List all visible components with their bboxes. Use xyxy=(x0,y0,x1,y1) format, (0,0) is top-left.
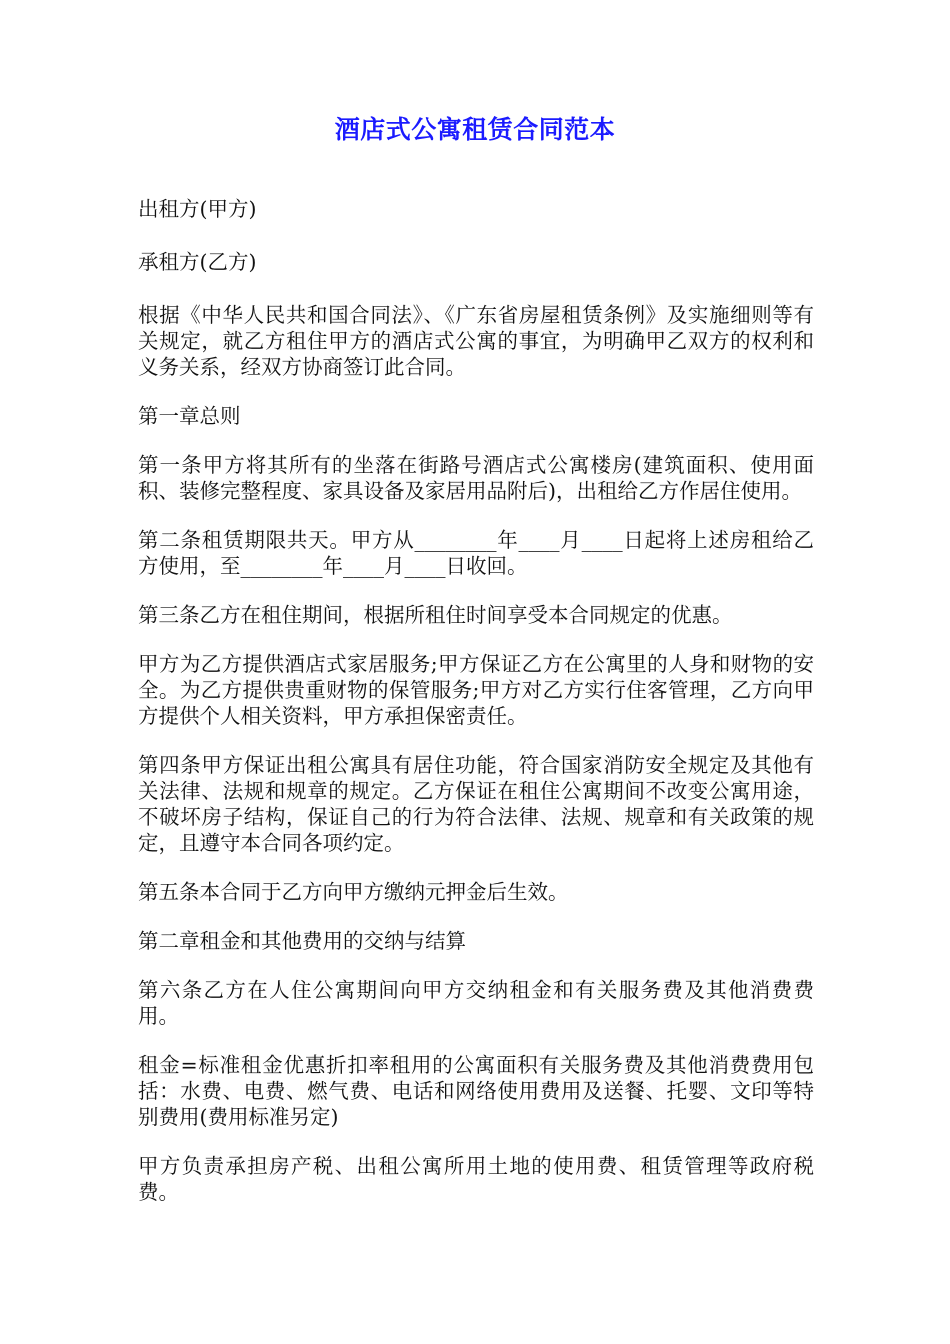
chapter-heading-2: 第二章租金和其他费用的交纳与结算 xyxy=(138,929,466,953)
paragraph-article-4: 第四条甲方保证出租公寓具有居住功能，符合国家消防安全规定及其他有关法律、法规和规章的规定。乙方保证在租住公寓期间不改变公寓用途，不破坏房子结构，保证自己的行为符合法律、法规、规章和有关政策的规定，且遵守本合同各项约定。 xyxy=(138,753,814,855)
document-body xyxy=(138,196,814,1228)
paragraph-services: 甲方为乙方提供酒店式家居服务;甲方保证乙方在公寓里的人身和财物的安全。为乙方提供贵重财物的保管服务;甲方对乙方实行住客管理，乙方向甲方提供个人相关资料，甲方承担保密责任。 xyxy=(138,652,814,728)
paragraph-article-6: 第六条乙方在人住公寓期间向甲方交纳租金和有关服务费及其他消费费用。 xyxy=(138,978,814,1028)
paragraph-taxes: 甲方负责承担房产税、出租公寓所用土地的使用费、租赁管理等政府税费。 xyxy=(138,1154,814,1204)
paragraph-lessor: 出租方(甲方) xyxy=(138,197,257,221)
paragraph-article-1: 第一条甲方将其所有的坐落在街路号酒店式公寓楼房(建筑面积、使用面积、装修完整程度、家具设备及家居用品附后)，出租给乙方作居住使用。 xyxy=(138,453,814,503)
paragraph-preamble: 根据《中华人民共和国合同法》、《广东省房屋租赁条例》及实施细则等有关规定，就乙方租住甲方的酒店式公寓的事宜，为明确甲乙双方的权利和义务关系，经双方协商签订此合同。 xyxy=(138,303,814,379)
paragraph-article-2: 第二条租赁期限共天。甲方从________年____月____日起将上述房租给乙方使用，至________年____月____日收回。 xyxy=(138,528,814,578)
chapter-heading-1: 第一章总则 xyxy=(138,404,241,428)
paragraph-article-5: 第五条本合同于乙方向甲方缴纳元押金后生效。 xyxy=(138,880,569,904)
paragraph-article-3: 第三条乙方在租住期间，根据所租住时间享受本合同规定的优惠。 xyxy=(138,603,733,627)
document-title: 酒店式公寓租赁合同范本 xyxy=(334,115,616,144)
paragraph-rent-formula: 租金=标准租金优惠折扣率租用的公寓面积有关服务费及其他消费费用包括：水费、电费、燃气费、电话和网络使用费用及送餐、托婴、文印等特别费用(费用标准另定) xyxy=(138,1053,814,1129)
paragraph-lessee: 承租方(乙方) xyxy=(138,250,257,274)
